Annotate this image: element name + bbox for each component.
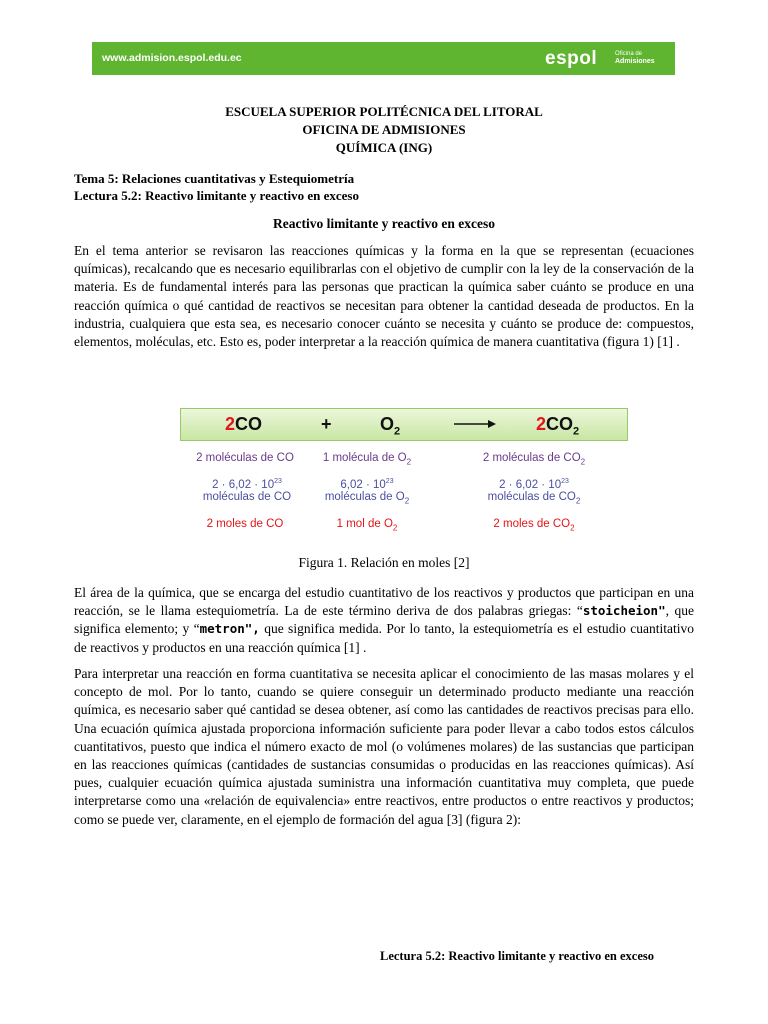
equation-reactant-co: 2CO [225, 414, 263, 434]
logo-subtitle-line2: Admisiones [615, 58, 655, 65]
topic-title: Tema 5: Relaciones cuantitativas y Estequiometría [74, 171, 355, 186]
paragraph-stoichiometry: El área de la química, que se encarga del estudio cuantitativo de los reactivos y productos que participan en una reacción, se le llama estequiometría. La de este término deriva de dos palabras griegas: “stoicheion", que significa elemento; y “metron", que significa medida. Por lo tanto, la estequiometría es el estudio cuantitativo de reactivos y productos en una reacción química [1] . [74, 585, 694, 655]
logo-subtitle [615, 51, 685, 65]
office-name: OFICINA DE ADMISIONES [302, 122, 466, 137]
moles-o2: 1 mol de $O_2$ [336, 518, 398, 533]
logo-wordmark: espol [545, 48, 598, 69]
avogadro-o2: $6,02 \cdot 10^{23}$ moléculas de $O_2$ [324, 478, 410, 506]
reaction-arrow-icon [454, 419, 496, 429]
website-url[interactable]: www.admision.espol.edu.ec [102, 52, 242, 64]
equation-product-co2: $2CO_2$ [536, 414, 580, 438]
course-name: QUÍMICA (ING) [335, 140, 433, 155]
avogadro-co: $2 \cdot 6,02 \cdot 10^{23}$ moléculas de CO [202, 478, 292, 503]
avogadro-co2: $2 \cdot 6,02 \cdot 10^{23}$ moléculas de $CO_2$ [487, 478, 581, 506]
header-banner [92, 42, 675, 75]
moles-co: 2 moles de CO [206, 518, 284, 530]
term-metron: metron", [199, 621, 260, 637]
equation-bar [180, 408, 628, 441]
moles-co2: 2 moles de $CO_2$ [493, 518, 575, 533]
term-stoicheion: stoicheion" [582, 603, 666, 619]
section-title: Reactivo limitante y reactivo en exceso [272, 216, 496, 231]
molecules-co: 2 moléculas de CO [196, 452, 294, 464]
figure-caption: Figura 1. Relación en moles [2] [298, 555, 470, 570]
equation-plus: + [321, 414, 332, 434]
molecules-co2: 2 moléculas de $CO_2$ [482, 452, 586, 467]
paragraph-interpretation: Para interpretar una reacción en forma cuantitativa se necesita aplicar el conocimiento de las masas molares y el concepto de mol. Por lo tanto, cuando se quiere conseguir un determinado producto mediante una reacción química, es necesario saber qué cantidad se desea obtener, así como las cantidades de reactivos precisas para ello. Una ecuación química ajustada proporciona información suficiente para poder llevar a cabo todos estos cálculos cuantitativos, puesto que indica el número exacto de mol (o volúmenes molares) de las sustancias que participan en las reacciones químicas (cantidades de sustancias consumidas o producidas en las reacciones químicas). Así pues, cualquier ecuación química ajustada suministra una información cuantitativa muy completa, que puede interpretarse como una «relación de equivalencia» entre reactivos, entre productos o entre reactivos y productos; como se puede ver, claramente, en el ejemplo de formación del agua [3] (figura 2): [74, 666, 694, 827]
page-footer: Lectura 5.2: Reactivo limitante y reactivo en exceso [380, 949, 654, 963]
equation-reactant-o2: $O_2$ [380, 414, 401, 438]
lecture-title: Lectura 5.2: Reactivo limitante y reactivo en exceso [74, 188, 359, 203]
figure-mole-relation [180, 408, 630, 538]
institution-name: ESCUELA SUPERIOR POLITÉCNICA DEL LITORAL [225, 104, 543, 119]
paragraph-intro: En el tema anterior se revisaron las reacciones químicas y la forma en la que se representan (ecuaciones químicas), recalcando que es necesario equilibrarlas con el objetivo de cumplir con la ley de la conservación de la materia. Es de fundamental interés para las personas que practican la química saber cuánto se produce en una reacción química o qué cantidad de reactivos se necesitan para obtener la cantidad deseada de productos. En la industria, cualquiera que esta sea, es necesario conocer cuánto se necesita y cuánto se produce de: compuestos, elementos, moléculas, etc. Esto es, poder interpretar a la reacción química de manera cuantitativa (figura 1) [1] . [74, 243, 694, 350]
molecules-o2: 1 molécula de $O_2$ [322, 452, 412, 467]
logo-subtitle-line1: Oficina de [615, 51, 643, 57]
